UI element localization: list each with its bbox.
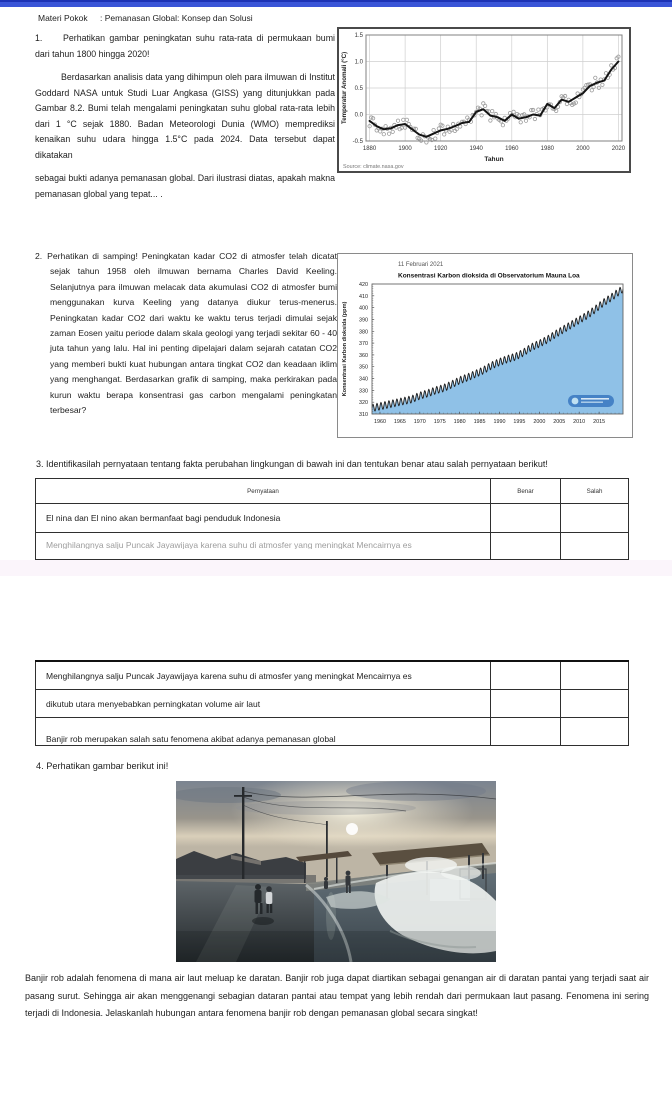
svg-text:1975: 1975 (433, 419, 446, 425)
table-row (36, 661, 629, 690)
svg-text:330: 330 (359, 388, 368, 395)
table-header-row (36, 479, 629, 504)
svg-text:1985: 1985 (473, 419, 486, 425)
oceanography-observatory-logo (568, 395, 614, 407)
svg-text:1.5: 1.5 (354, 33, 363, 40)
svg-text:2010: 2010 (573, 419, 586, 425)
statement-cell: Banjir rob merupakan salah satu fenomena akibat adanya pemanasan global (36, 718, 491, 746)
svg-text:1960: 1960 (373, 419, 386, 425)
svg-text:1880: 1880 (362, 146, 377, 152)
coastal-flood-image (176, 781, 496, 962)
benar-answer-cell[interactable] (491, 718, 561, 746)
question-1-body: Berdasarkan analisis data yang dihimpun oleh para ilmuwan di Institut Goddard NASA untuk Studi Luar Angkasa (GISS) yang ditunjukkan pada Gambar 8.2. Bumi telah mengalami peningkatan suhu global rata-rata lebih dari 1 °C sejak 1880. Badan Meteorologi Dunia (WMO) memprediksi kenaikan suhu udara hingga 1.5°C pada 2024. Data tersebut dapat dikatakan (35, 72, 335, 160)
svg-text:1960: 1960 (505, 146, 519, 152)
statement-cell: El nina dan El nino akan bermanfaat bagi penduduk Indonesia (36, 504, 491, 533)
svg-text:0.0: 0.0 (354, 112, 363, 119)
person-reflection (252, 917, 274, 925)
svg-text:1940: 1940 (469, 146, 483, 152)
svg-text:390: 390 (359, 317, 368, 324)
question-1-intro: 1. Perhatikan gambar peningkatan suhu rata-rata di permukaan bumi dari tahun 1800 hingga 2020! (35, 33, 335, 59)
salah-answer-cell[interactable] (561, 690, 629, 718)
table-row (36, 690, 629, 718)
svg-text:1980: 1980 (453, 419, 466, 425)
shelter-post (336, 855, 338, 883)
svg-text:2000: 2000 (533, 419, 546, 425)
svg-text:340: 340 (359, 376, 368, 383)
temperature-anomaly-chart (337, 27, 631, 173)
svg-text:2020: 2020 (611, 146, 626, 152)
svg-text:400: 400 (359, 305, 368, 312)
salah-answer-cell[interactable] (561, 718, 629, 746)
statements-table-page2 (35, 660, 629, 746)
svg-text:Temperatur Anomali (°C): Temperatur Anomali (°C) (341, 51, 348, 125)
table-row-clipped (36, 533, 629, 560)
svg-text:320: 320 (359, 400, 368, 407)
flood-photo (176, 781, 496, 962)
table-row (36, 718, 629, 746)
header-label: Materi Pokok (38, 13, 88, 23)
svg-text:1980: 1980 (540, 146, 555, 152)
utility-pole (242, 787, 244, 879)
svg-text:1990: 1990 (493, 419, 506, 425)
question-3-text: 3. Identifikasilah pernyataan tentang fakta perubahan lingkungan di bawah ini dan tentukan benar atau salah pernyataan berikut! (36, 459, 548, 469)
col-header-pernyataan: Pernyataan (36, 479, 491, 504)
salah-answer-cell[interactable] (561, 504, 629, 533)
statements-table-page1 (35, 478, 629, 560)
top-accent-bar (0, 0, 672, 7)
utility-pole (326, 821, 328, 877)
svg-text:Source: climate.nasa.gov: Source: climate.nasa.gov (343, 164, 404, 170)
closing-paragraph: Banjir rob adalah fenomena di mana air laut meluap ke daratan. Banjir rob juga dapat diartikan sebagai genangan air di daratan pantai yang terjadi saat air pasang surut. Sehingga air akan menggenangi sebagian dataran pantai atau tempat yang lebih rendah dari permukaan laut pasang. Fenomena ini sering terjadi di Indonesia. Jelaskanlah hubungan antara fenomena banjir rob dengan pemanasan global secara singkat! (25, 973, 649, 1018)
question-1-number: 1. (35, 33, 43, 43)
benar-answer-cell[interactable] (491, 533, 561, 560)
question-2-number: 2. (35, 251, 43, 261)
svg-text:1965: 1965 (393, 419, 406, 425)
salah-answer-cell[interactable] (561, 533, 629, 560)
svg-text:310: 310 (359, 412, 368, 418)
statement-cell-clipped: Menghilangnya salju Puncak Jayawijaya karena suhu di atmosfer yang meningkat Mencairnya es (36, 533, 491, 560)
question-1-text (35, 31, 335, 202)
svg-text:2005: 2005 (553, 419, 566, 425)
col-header-benar: Benar (491, 479, 561, 504)
benar-answer-cell[interactable] (491, 504, 561, 533)
person-silhouette (324, 877, 328, 889)
svg-text:-0.5: -0.5 (352, 139, 363, 146)
svg-text:1995: 1995 (513, 419, 526, 425)
wave-spray (441, 866, 481, 880)
statement-cell: Menghilangnya salju Puncak Jayawijaya karena suhu di atmosfer yang meningkat Mencairnya es (36, 661, 491, 690)
svg-text:350: 350 (359, 364, 368, 371)
svg-text:2000: 2000 (576, 146, 590, 152)
svg-text:Konsentrasi Karbon dioksida di: Konsentrasi Karbon dioksida di Observatorium Mauna Loa (398, 272, 580, 280)
svg-text:2015: 2015 (593, 419, 606, 425)
cloud (346, 781, 486, 801)
svg-text:0.5: 0.5 (354, 86, 363, 93)
svg-text:380: 380 (359, 329, 368, 336)
statement-cell: dikutub utara menyebabkan perningkatan volume air laut (36, 690, 491, 718)
temperature-anomaly-plot (339, 29, 629, 171)
question-2-text: 2. Perhatikan di samping! Peningkatan kadar CO2 di atmosfer telah dicatat sejak tahun 1958 oleh ilmuwan bernama Charles David Keeling. Selanjutnya para ilmuwan melacak data akumulasi CO2 di atmosfer bumi menggunakan kurva Keeling yang datanya diukur terus-menerus. Peningkatan kadar CO2 dari waktu ke waktu terus terjadi dimulai sejak zaman Eosen yaitu periode dalam skala geologi yang terjadi sekitar 60 - 40 juta tahun yang lalu. Hal ini penting dipelajari dalam sejarah catatan CO2 yang memberi bukti kuat hubungan antara tingkat CO2 dan keadaan iklim yang menghangat. Berdasarkan grafik di samping, maka perkirakan pada kurun waktu berapa konsentrasi gas carbon mengalami peningkatan terbesar? (35, 251, 337, 416)
header-value: : Pemanasan Global: Konsep dan Solusi (100, 13, 253, 23)
svg-text:Konsentrasi Karbon dioksida (p: Konsentrasi Karbon dioksida (ppm) (342, 301, 348, 397)
co2-keeling-curve-chart (337, 253, 633, 438)
salah-answer-cell[interactable] (561, 661, 629, 690)
question-4-text: 4. Perhatikan gambar berikut ini! (36, 761, 169, 771)
svg-text:1.0: 1.0 (354, 59, 363, 66)
svg-text:Tahun: Tahun (484, 156, 504, 163)
svg-text:1900: 1900 (398, 146, 412, 152)
page-break-gap (0, 560, 672, 576)
svg-text:410: 410 (359, 293, 368, 300)
benar-answer-cell[interactable] (491, 661, 561, 690)
col-header-salah: Salah (561, 479, 629, 504)
question-1-tail: sebagai bukti adanya pemanasan global. Dari ilustrasi diatas, apakah makna pemanasan global yang tepat... . (35, 173, 335, 199)
shelter-post (482, 853, 484, 879)
co2-keeling-curve-plot (338, 254, 632, 437)
svg-text:11 Februari 2021: 11 Februari 2021 (398, 262, 444, 268)
benar-answer-cell[interactable] (491, 690, 561, 718)
svg-text:370: 370 (359, 341, 368, 348)
svg-text:420: 420 (359, 282, 368, 288)
sun (346, 823, 358, 835)
document-header (38, 13, 253, 23)
bottom-vignette (176, 931, 496, 962)
table-row (36, 504, 629, 533)
svg-text:1920: 1920 (433, 146, 448, 152)
svg-text:360: 360 (359, 352, 368, 359)
shelter-post (304, 859, 306, 883)
svg-text:1970: 1970 (413, 419, 426, 425)
pole-crossarm (234, 795, 252, 797)
